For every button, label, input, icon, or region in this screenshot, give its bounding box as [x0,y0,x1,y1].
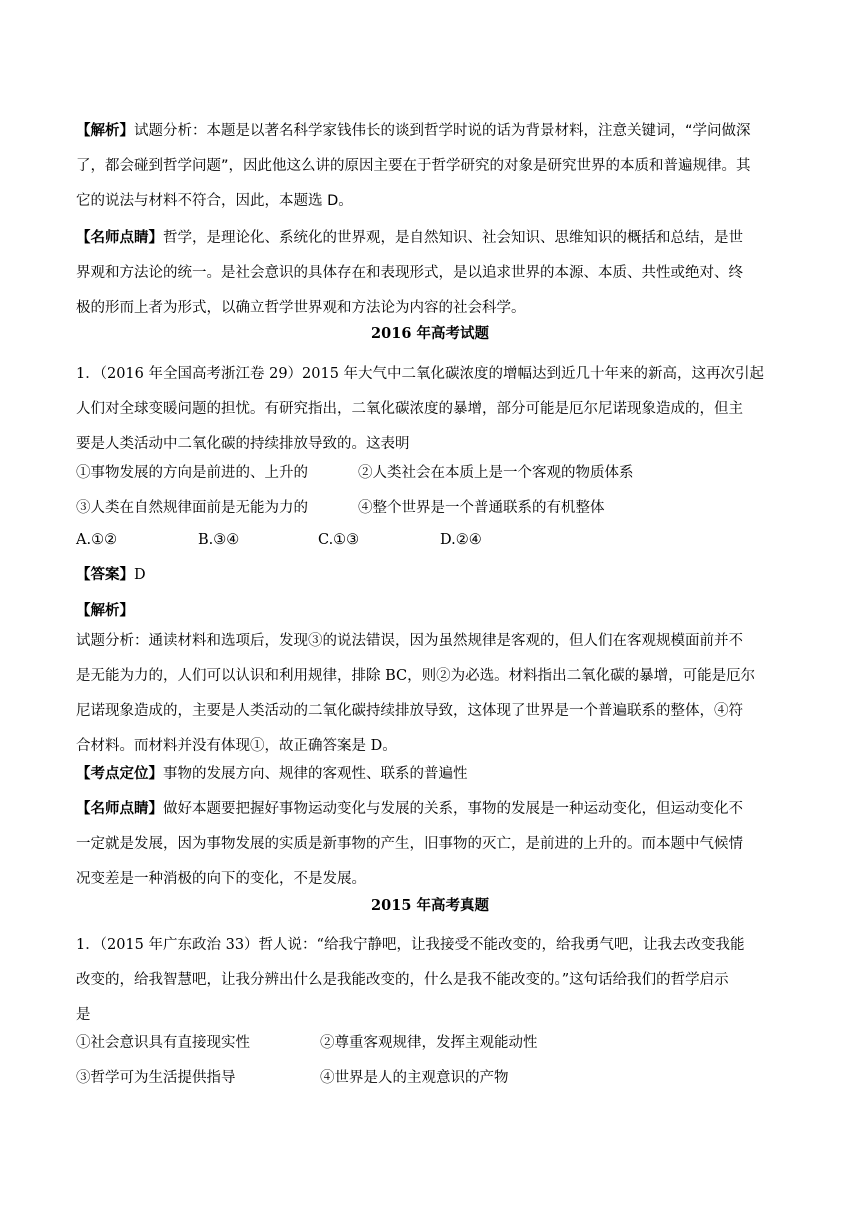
statement-item: ③哲学可为生活提供指导 [76,1070,236,1086]
analysis-paragraph-1 [76,114,788,219]
analysis-line: 尼诺现象造成的，主要是人类活动的二氧化碳持续排放导致，这体现了世界是一个普遍联系的整体，④符 [76,703,743,719]
analysis-tag: 【解析】 [76,123,134,139]
section-heading-2016: 2016 年高考试题 [371,325,489,342]
analysis-line: 试题分析：通读材料和选项后，发现③的说法错误，因为虽然规律是客观的，但人们在客观规模面前并不 [76,633,743,649]
point-text: 事物的发展方向、规律的客观性、联系的普遍性 [163,766,468,782]
tip-line: 做好本题要把握好事物运动变化与发展的关系，事物的发展是一种运动变化，但运动变化不 [163,801,743,817]
statement-item: ④整个世界是一个普通联系的有机整体 [358,500,605,516]
question-line: 1．（2015 年广东政治 33）哲人说：“给我宁静吧，让我接受不能改变的，给我勇气吧，让我去改变我能 [76,937,745,953]
tip-line: 况变差是一种消极的向下的变化，不是发展。 [76,871,366,887]
choice-c: C.①③ [318,532,360,548]
question-line: 1．（2016 年全国高考浙江卷 29）2015 年大气中二氧化碳浓度的增幅达到近几十年来的新高，这再次引起 [76,366,765,382]
statement-item: ②人类社会在本质上是一个客观的物质体系 [358,465,634,481]
analysis-paragraph-2016 [76,624,788,764]
statement-item: ①事物发展的方向是前进的、上升的 [76,465,308,481]
question-line: 改变的，给我智慧吧，让我分辨出什么是我能改变的，什么是我不能改变的。”这句话给我们的哲学启示 [76,972,729,988]
tip-line: 界观和方法论的统一。是社会意识的具体存在和表现形式，是以追求世界的本源、本质、共性或绝对、终 [76,265,743,281]
analysis-line: 合材料。而材料并没有体现①，故正确答案是 D。 [76,738,397,754]
analysis-line: 试题分析：本题是以著名科学家钱伟长的谈到哲学时说的话为背景材料，注意关键词，“学问做深 [134,123,751,139]
question-line: 要是人类活动中二氧化碳的持续排放导致的。这表明 [76,436,410,452]
statement-row [76,1026,788,1061]
choice-row [76,523,788,558]
question-line: 是 [76,1007,91,1023]
choices-2016 [76,523,788,558]
analysis-tag: 【解析】 [76,602,134,619]
choice-b: B.③④ [198,532,240,548]
analysis-line: 它的说法与材料不符合，因此，本题选 D。 [76,193,353,209]
point-2016 [76,756,788,792]
statement-row [76,1061,788,1096]
section-heading-2015: 2015 年高考真题 [371,897,489,914]
statement-item: ②尊重客观规律，发挥主观能动性 [320,1035,538,1051]
tip-tag: 【名师点睛】 [76,800,163,817]
statements-2015 [76,1026,788,1096]
statement-item: ④世界是人的主观意识的产物 [320,1070,509,1086]
statement-row [76,491,788,526]
point-tag: 【考点定位】 [76,765,163,782]
tip-line: 一定就是发展，因为事物发展的实质是新事物的产生，旧事物的灭亡，是前进的上升的。而本题中气候情 [76,836,743,852]
tip-line: 哲学，是理论化、系统化的世界观，是自然知识、社会知识、思维知识的概括和总结，是世 [163,230,743,246]
tip-tag: 【名师点睛】 [76,229,163,246]
choice-a: A.①② [76,532,118,548]
choice-d: D.②④ [440,532,482,548]
answer-value: D [134,567,146,583]
question-line: 人们对全球变暖问题的担忧。有研究指出，二氧化碳浓度的暴增，部分可能是厄尔尼诺现象造成的，但主 [76,401,743,417]
statement-item: ①社会意识具有直接现实性 [76,1035,250,1051]
answer-2016 [76,557,788,628]
question-2016 [76,357,788,462]
question-2015 [76,928,788,1033]
tip-paragraph-2016 [76,791,788,897]
tip-line: 极的形而上者为形式，以确立哲学世界观和方法论为内容的社会科学。 [76,300,526,316]
statement-row [76,456,788,491]
statements-2016 [76,456,788,526]
tip-paragraph-1 [76,220,788,326]
statement-item: ③人类在自然规律面前是无能为力的 [76,500,308,516]
analysis-line: 了，都会碰到哲学问题”，因此他这么讲的原因主要在于哲学研究的对象是研究世界的本质和普遍规律。其 [76,158,751,174]
analysis-line: 是无能为力的，人们可以认识和利用规律，排除 BC，则②为必选。材料指出二氧化碳的暴增，可能是厄尔 [76,668,756,684]
answer-tag: 【答案】 [76,566,134,583]
